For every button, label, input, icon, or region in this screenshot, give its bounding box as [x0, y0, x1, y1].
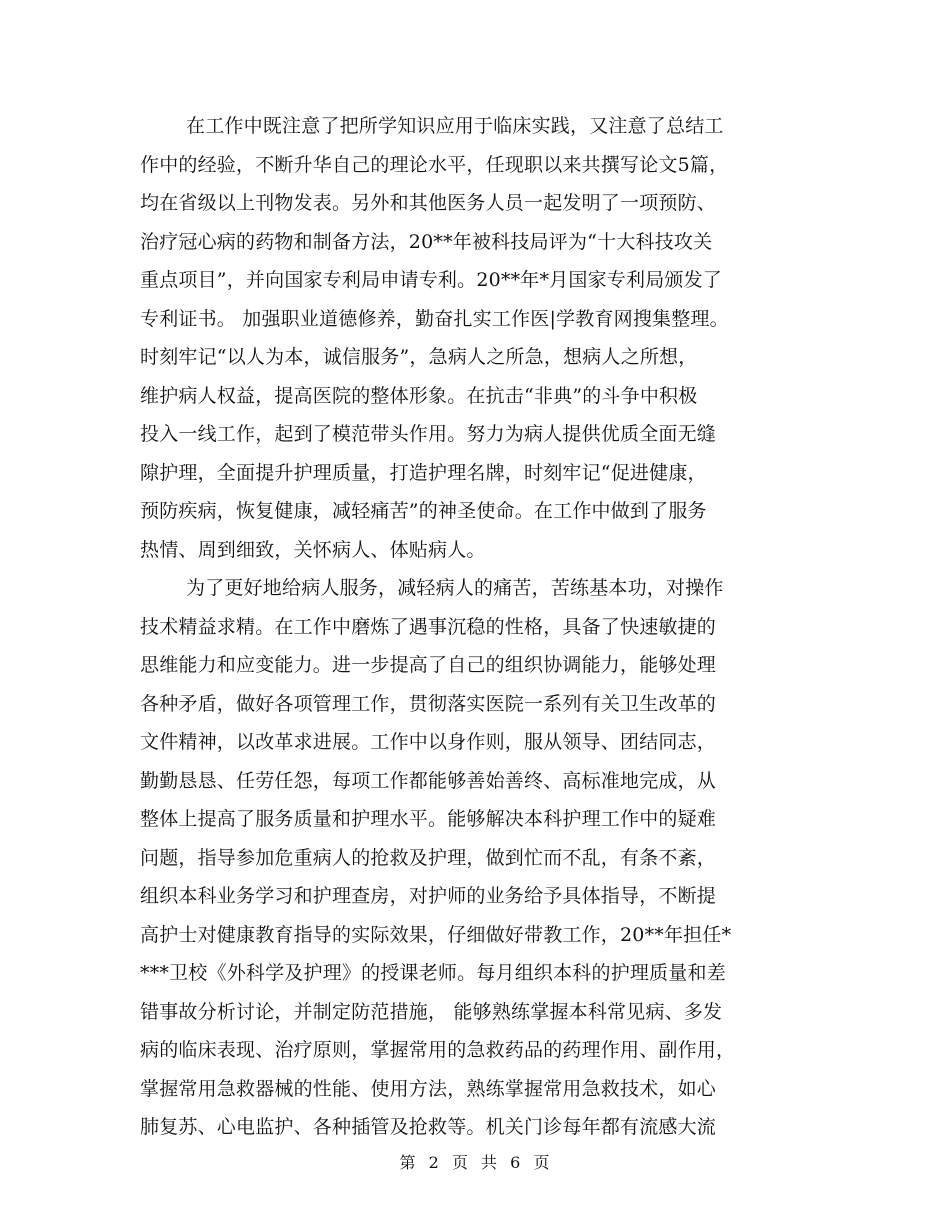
footer-page-unit: 页 — [451, 1153, 469, 1172]
paragraph-line: 隙护理，全面提升护理质量，打造护理名牌，时刻牢记“促进健康， — [140, 461, 707, 484]
paragraph-line: 投入一线工作，起到了模范带头作用。努力为病人提供优质全面无缝 — [140, 423, 717, 445]
paragraph-line: 技术精益求精。在工作中磨炼了遇事沉稳的性格，具备了快速敏捷的 — [140, 615, 717, 638]
paragraph-line: 热情、周到细致，关怀病人、体贴病人。 — [140, 538, 486, 561]
footer-total-unit: 页 — [533, 1153, 551, 1172]
paragraph-line: 专利证书。 加强职业道德修养，勤奋扎实工作医|学教育网搜集整理。 — [140, 307, 729, 330]
paragraph-line: 思维能力和应变能力。进一步提高了自己的组织协调能力，能够处理 — [140, 654, 717, 676]
paragraph-line: 文件精神，以改革求进展。工作中以身作则，服从领导、团结同志， — [140, 731, 717, 753]
paragraph-line: 整体上提高了服务质量和护理水平。能够解决本科护理工作中的疑难 — [140, 808, 717, 830]
paragraph-line: 高护士对健康教育指导的实际效果，仔细做好带教工作，20**年担任* — [140, 923, 732, 946]
paragraph-line: 为了更好地给病人服务，减轻病人的痛苦，苦练基本功，对操作 — [186, 577, 724, 599]
paragraph-line: 勤勤恳恳、任劳任怨，每项工作都能够善始善终、高标准地完成，从 — [140, 769, 717, 792]
paragraph-line: 各种矛盾，做好各项管理工作，贯彻落实医院一系列有关卫生改革的 — [140, 692, 717, 715]
paragraph-line: 问题，指导参加危重病人的抢救及护理，做到忙而不乱，有条不紊， — [140, 846, 717, 869]
footer-total-label: 共 — [481, 1153, 499, 1172]
paragraph-line: 治疗冠心病的药物和制备方法，20**年被科技局评为“十大科技攻关 — [140, 230, 713, 253]
paragraph-line: 作中的经验，不断升华自己的理论水平，任现职以来共撰写论文5篇， — [140, 153, 729, 176]
paragraph-line: 维护病人权益，提高医院的整体形象。在抗击“非典”的斗争中积极 — [140, 384, 698, 407]
footer-current-page: 2 — [428, 1153, 440, 1172]
footer-page-label: 第 — [399, 1153, 417, 1172]
paragraph-line: 在工作中既注意了把所学知识应用于临床实践，又注意了总结工 — [186, 115, 724, 137]
document-body — [140, 107, 810, 1147]
paragraph-line: 预防疾病，恢复健康，减轻痛苦”的神圣使命。在工作中做到了服务 — [140, 500, 707, 522]
paragraph-line: ***卫校《外科学及护理》的授课老师。每月组织本科的护理质量和差 — [140, 962, 726, 984]
paragraph-line: 掌握常用急救器械的性能、使用方法，熟练掌握常用急救技术，如心 — [140, 1077, 717, 1100]
paragraph-line: 错事故分析讨论，并制定防范措施， 能够熟练掌握本科常见病、多发 — [140, 1000, 723, 1023]
paragraph-line: 均在省级以上刊物发表。另外和其他医务人员一起发明了一项预防、 — [140, 192, 717, 214]
page-footer — [0, 1150, 950, 1173]
paragraph-line: 肺复苏、心电监护、各种插管及抢救等。机关门诊每年都有流感大流 — [140, 1116, 717, 1138]
paragraph-line: 组织本科业务学习和护理查房，对护师的业务给予具体指导，不断提 — [140, 885, 717, 907]
paragraph-line: 病的临床表现、治疗原则，掌握常用的急救药品的药理作用、副作用， — [140, 1039, 736, 1061]
paragraph-line: 时刻牢记“以人为本，诚信服务”，急病人之所急，想病人之所想， — [140, 346, 698, 368]
footer-total-pages: 6 — [510, 1153, 522, 1172]
paragraph-line: 重点项目”，并向国家专利局申请专利。20**年*月国家专利局颁发了 — [140, 269, 722, 291]
